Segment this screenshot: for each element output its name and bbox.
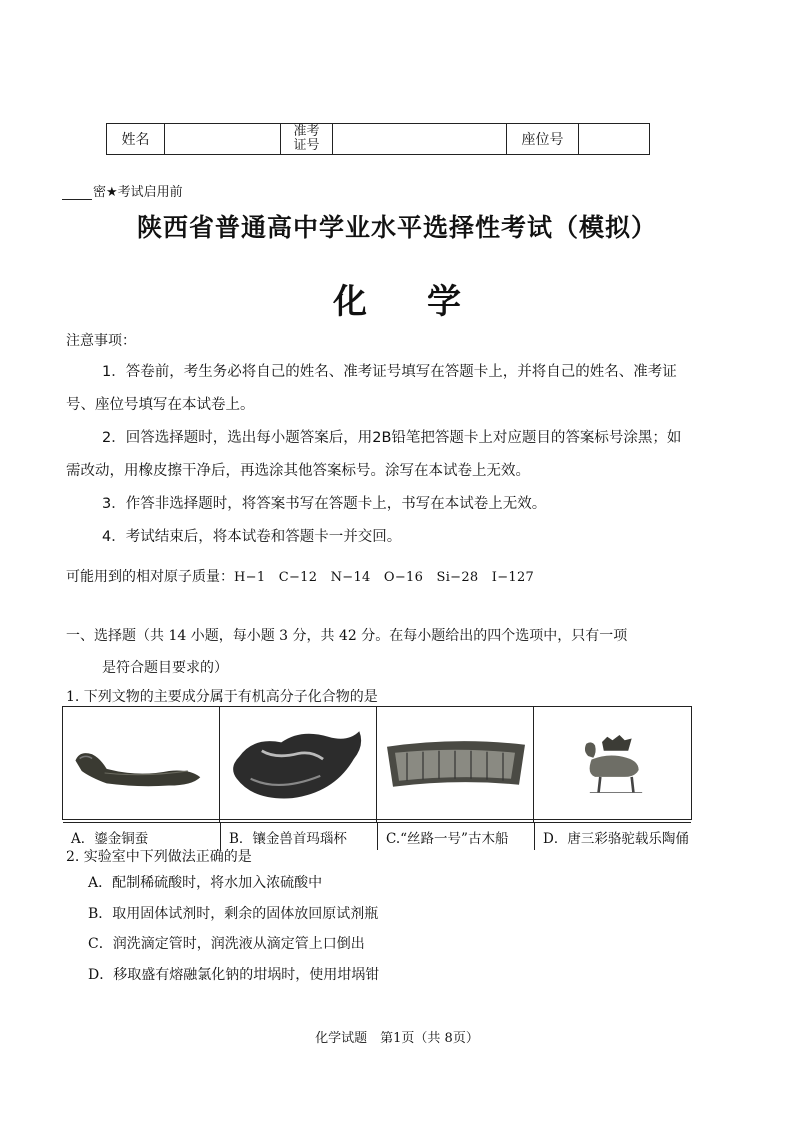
seat-field[interactable] [579, 124, 649, 154]
exam-id-label-line2: 证号 [293, 138, 320, 153]
notice-item: 3．作答非选择题时，将答案书写在答题卡上，书写在本试卷上无效。 [102, 496, 547, 512]
option-d-caption: D．唐三彩骆驼载乐陶俑 [534, 822, 691, 850]
notice-item: 2．回答选择题时，选出每小题答案后，用2B铅笔把答题卡上对应题目的答案标号涂黑；如需改动，用橡皮擦干净后，再选涂其他答案标号。涂写在本试卷上无效。 [66, 430, 682, 479]
notice-heading: 注意事项： [66, 333, 136, 349]
agate-cup-image [220, 707, 376, 822]
question-2-option-b: B．取用固体试剂时，剩余的固体放回原试剂瓶 [88, 905, 379, 922]
question-2-option-a: A．配制稀硫酸时，将水加入浓硫酸中 [88, 875, 323, 891]
section-heading-line1: 一、选择题（共 14 小题，每小题 3 分，共 42 分。在每小题给出的四个选项中，只有一项 [66, 628, 628, 644]
camel-figurine-image [534, 707, 691, 822]
exam-id-label-line1: 准考 [293, 124, 320, 139]
candidate-info-table [106, 123, 650, 155]
wooden-ship-image [377, 707, 533, 822]
notice-item: 4．考试结束后，将本试卷和答题卡一并交回。 [102, 529, 402, 545]
option-a-image-cell [63, 707, 220, 822]
option-a-caption: A．鎏金铜蚕 [63, 822, 220, 850]
secret-text: 密★考试启用前 [93, 185, 183, 200]
notice-item: 1．答卷前，考生务必将自己的姓名、准考证号填写在答题卡上，并将自己的姓名、准考证号、座位号填写在本试卷上。 [66, 364, 677, 413]
name-field[interactable] [165, 124, 281, 154]
notice-list [66, 356, 694, 554]
section-heading-line2: 是符合题目要求的） [102, 660, 228, 676]
seat-label: 座位号 [507, 124, 579, 154]
question-2-options [88, 868, 379, 990]
question-2-option-c: C．润洗滴定管时，润洗液从滴定管上口倒出 [88, 936, 365, 952]
exam-title: 陕西省普通高中学业水平选择性考试（模拟） [136, 213, 657, 242]
subject-title: 化学 [333, 282, 521, 322]
exam-id-label [281, 124, 333, 154]
question-2-option-d: D．移取盛有熔融氯化钠的坩埚时，使用坩埚钳 [88, 966, 380, 983]
option-b-caption: B．镶金兽首玛瑙杯 [220, 822, 377, 850]
question-1-stem: 1. 下列文物的主要成分属于有机高分子化合物的是 [66, 689, 378, 705]
question-1-image-table [62, 706, 692, 847]
bronze-silkworm-image [63, 707, 219, 822]
option-c-image-cell [377, 707, 534, 822]
option-b-image-cell [220, 707, 377, 822]
exam-id-field[interactable] [333, 124, 507, 154]
secret-label [62, 181, 183, 200]
atomic-masses-label: 可能用到的相对原子质量： [66, 569, 234, 585]
name-label: 姓名 [107, 124, 165, 154]
question-2-stem: 2. 实验室中下列做法正确的是 [66, 849, 252, 865]
page-footer: 化学试题 第1页（共 8页） [315, 1031, 479, 1046]
atomic-masses-values: H−1 C−12 N−14 O−16 Si−28 I−127 [234, 570, 535, 585]
option-c-caption: C.“丝路一号”古木船 [377, 822, 534, 850]
option-d-image-cell [534, 707, 691, 822]
section-heading [66, 620, 706, 684]
atomic-masses [66, 566, 534, 586]
